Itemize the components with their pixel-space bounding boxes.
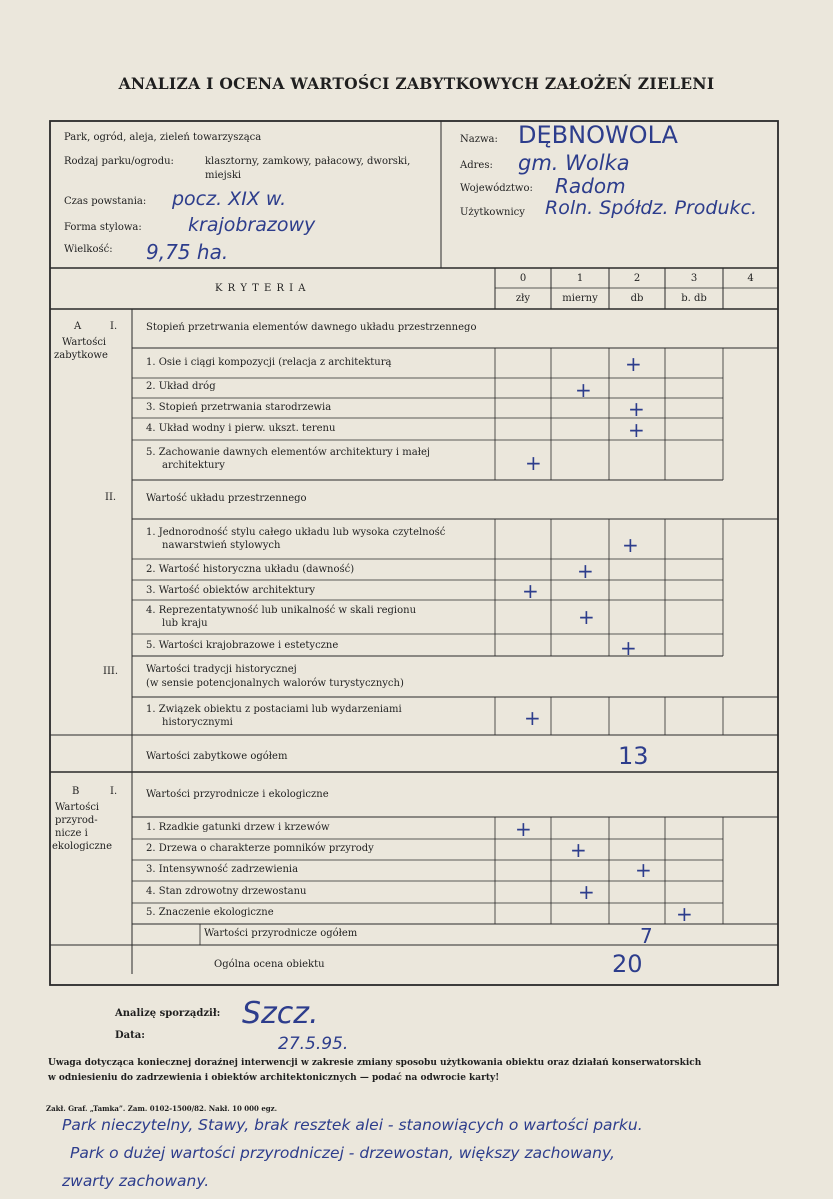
- score-mark: +: [628, 418, 645, 442]
- grade-header-2: db: [630, 293, 644, 304]
- criterion-row-b1: 1. Rzadkie gatunki drzew i krzewów: [146, 822, 330, 833]
- score-mark: +: [575, 378, 592, 402]
- criterion-row-8: 3. Wartość obiektów architektury: [146, 585, 316, 596]
- analyst-signature: Szcz.: [242, 996, 319, 1031]
- section-a-group-2-roman: II.: [105, 492, 117, 503]
- grade-header-0: zły: [515, 293, 531, 304]
- criterion-row-4: 4. Układ wodny i pierw. ukszt. terenu: [146, 423, 336, 434]
- rodzaj-options: klasztorny, zamkowy, pałacowy, dworski,: [205, 156, 411, 167]
- handwritten-note-2: Park o dużej wartości przyrodniczej - drzewostan, większy zachowany,: [70, 1144, 615, 1162]
- page-title: ANALIZA I OCENA WARTOŚCI ZABYTKOWYCH ZAŁOŻEŃ ZIELENI: [118, 74, 715, 93]
- score-mark: +: [625, 352, 642, 376]
- uzytkownicy-label: Użytkownicy: [460, 207, 525, 218]
- overall-label: Ogólna ocena obiektu: [214, 959, 325, 970]
- handwritten-note-1: Park nieczytelny, Stawy, brak resztek alei - stanowiących o wartości parku.: [62, 1116, 643, 1134]
- adres-label: Adres:: [460, 160, 493, 171]
- note-line-1: Uwaga dotycząca koniecznej doraźnej interwencji w zakresie zmiany sposobu użytkowania obiektu oraz działań konserwatorskich: [48, 1058, 702, 1068]
- criterion-row-3: 3. Stopień przetrwania starodrzewia: [146, 402, 332, 413]
- score-mark: +: [620, 636, 637, 660]
- criterion-row-6: 1. Jednorodność stylu całego układu lub wysoka czytelność: [146, 527, 446, 538]
- score-mark: +: [635, 858, 652, 882]
- score-mark: +: [622, 533, 639, 557]
- section-b-name-2: przyrod-: [55, 815, 98, 826]
- score-header-3: 3: [690, 273, 698, 284]
- criterion-row-11-cont: historycznymi: [162, 717, 233, 728]
- section-b-name-4: ekologiczne: [52, 841, 113, 852]
- criterion-row-1: 1. Osie i ciągi kompozycji (relacja z architekturą: [146, 357, 392, 368]
- printer-line: Zakł. Graf. „Tamka”. Zam. 0102-1500/82. Nakł. 10 000 egz.: [46, 1104, 278, 1113]
- score-mark: +: [577, 559, 594, 583]
- section-b-roman: I.: [110, 786, 118, 797]
- date-value: 27.5.95.: [278, 1034, 349, 1054]
- note-line-2: w odniesieniu do zadrzewienia i obiektów architektonicznych — podać na odwrocie karty!: [48, 1073, 500, 1083]
- wielkosc-label: Wielkość:: [64, 244, 113, 255]
- section-a-total-label: Wartości zabytkowe ogółem: [146, 751, 288, 762]
- score-mark: +: [522, 579, 539, 603]
- criterion-row-9-cont: lub kraju: [162, 618, 208, 629]
- section-b-total-label: Wartości przyrodnicze ogółem: [204, 928, 358, 939]
- criterion-row-5-cont: architektury: [162, 460, 225, 471]
- date-label: Data:: [115, 1030, 145, 1041]
- criterion-row-5: 5. Zachowanie dawnych elementów architektury i małej: [146, 447, 430, 458]
- criterion-row-b4: 4. Stan zdrowotny drzewostanu: [146, 886, 307, 897]
- score-mark: +: [578, 605, 595, 629]
- score-mark: +: [524, 706, 541, 730]
- criterion-row-10: 5. Wartości krajobrazowe i estetyczne: [146, 640, 339, 651]
- grade-header-3: b. db: [681, 293, 707, 304]
- section-b-letter: B: [72, 786, 80, 797]
- criteria-label: K R Y T E R I A: [215, 283, 307, 294]
- rodzaj-options-2: miejski: [205, 170, 242, 181]
- group-heading-b: Wartości przyrodnicze i ekologiczne: [146, 789, 329, 800]
- score-mark: +: [676, 902, 693, 926]
- score-mark: +: [628, 397, 645, 421]
- criterion-row-b5: 5. Znaczenie ekologiczne: [146, 907, 274, 918]
- section-a-roman: I.: [110, 321, 118, 332]
- park-type-line: Park, ogród, aleja, zieleń towarzysząca: [64, 132, 262, 143]
- score-mark: +: [578, 880, 595, 904]
- score-mark: +: [525, 451, 542, 475]
- group-heading-2: Wartość układu przestrzennego: [146, 493, 307, 504]
- section-a-name-2: zabytkowe: [54, 350, 108, 361]
- score-header-2: 2: [633, 273, 641, 284]
- czas-value: pocz. XIX w.: [172, 188, 287, 210]
- handwritten-note-3: zwarty zachowany.: [62, 1172, 210, 1190]
- rodzaj-label: Rodzaj parku/ogrodu:: [64, 156, 174, 167]
- section-b-name-3: nicze i: [55, 828, 88, 839]
- criterion-row-b3: 3. Intensywność zadrzewienia: [146, 864, 299, 875]
- wielkosc-value: 9,75 ha.: [146, 240, 229, 264]
- group-heading-3: Wartości tradycji historycznej: [146, 664, 297, 675]
- score-mark: +: [570, 838, 587, 862]
- forma-label: Forma stylowa:: [64, 222, 142, 233]
- score-mark: +: [515, 817, 532, 841]
- section-b-name: Wartości: [55, 802, 100, 813]
- grade-header-1: mierny: [562, 293, 598, 304]
- section-a-name: Wartości: [62, 337, 107, 348]
- uzytkownicy-value: Roln. Spółdz. Produkc.: [545, 197, 758, 219]
- section-a-total-value: 13: [618, 742, 649, 770]
- criterion-row-b2: 2. Drzewa o charakterze pomników przyrody: [146, 843, 374, 854]
- score-header-0: 0: [519, 273, 527, 284]
- score-header-1: 1: [576, 273, 584, 284]
- group-heading-3-sub: (w sensie potencjonalnych walorów turystycznych): [146, 678, 404, 689]
- criterion-row-7: 2. Wartość historyczna układu (dawność): [146, 564, 355, 575]
- criterion-row-9: 4. Reprezentatywność lub unikalność w skali regionu: [146, 605, 417, 616]
- section-a-group-3-roman: III.: [103, 666, 119, 677]
- nazwa-value: DĘBNOWOLA: [518, 121, 678, 149]
- wojewodztwo-label: Województwo:: [460, 183, 533, 194]
- wojewodztwo-value: Radom: [555, 174, 626, 198]
- overall-value: 20: [612, 950, 643, 978]
- score-header-4: 4: [747, 273, 754, 284]
- section-b-total-value: 7: [640, 924, 653, 948]
- section-a-letter: A: [74, 321, 82, 332]
- analyst-label: Analizę sporządził:: [115, 1008, 221, 1019]
- criterion-row-11: 1. Związek obiektu z postaciami lub wydarzeniami: [146, 704, 402, 715]
- forma-value: krajobrazowy: [188, 214, 316, 236]
- czas-label: Czas powstania:: [64, 196, 147, 207]
- criterion-row-6-cont: nawarstwień stylowych: [162, 540, 281, 551]
- criterion-row-2: 2. Układ dróg: [146, 381, 216, 392]
- adres-value: gm. Wolka: [518, 151, 630, 175]
- group-heading: Stopień przetrwania elementów dawnego układu przestrzennego: [146, 322, 477, 333]
- nazwa-label: Nazwa:: [460, 134, 498, 145]
